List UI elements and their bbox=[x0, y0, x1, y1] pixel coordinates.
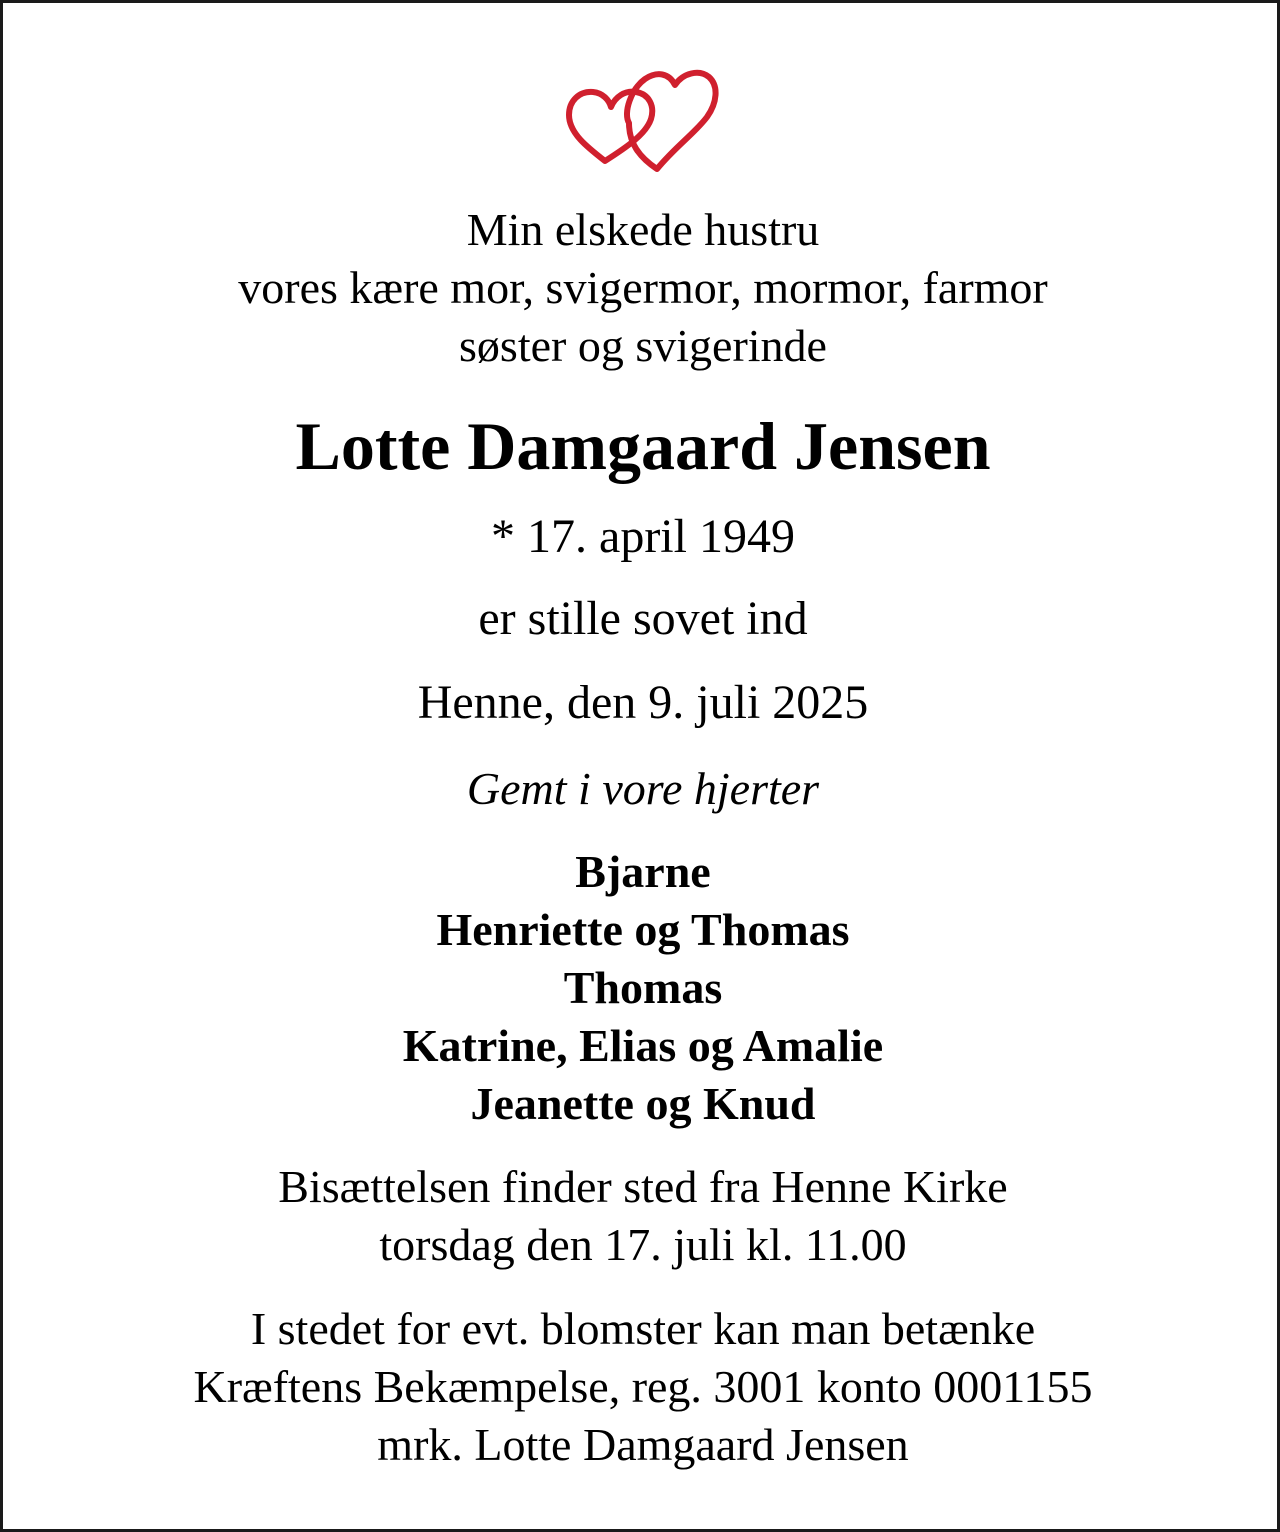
donation-info bbox=[3, 1300, 1280, 1474]
donation-line: mrk. Lotte Damgaard Jensen bbox=[377, 1419, 909, 1470]
donation-line: I stedet for evt. blomster kan man betænke bbox=[250, 1303, 1036, 1354]
birth-date: * 17. april 1949 bbox=[491, 510, 795, 563]
passed-text: er stille sovet ind bbox=[478, 592, 808, 645]
intro-line: vores kære mor, svigermor, mormor, farmor bbox=[238, 262, 1048, 313]
family-member: Jeanette og Knud bbox=[470, 1078, 816, 1129]
funeral-line: Bisættelsen finder sted fra Henne Kirke bbox=[278, 1161, 1008, 1212]
intro-text bbox=[3, 201, 1280, 375]
two-hearts-icon bbox=[565, 61, 721, 173]
funeral-line: torsdag den 17. juli kl. 11.00 bbox=[379, 1219, 907, 1270]
funeral-info bbox=[3, 1158, 1280, 1274]
family-member: Katrine, Elias og Amalie bbox=[402, 1020, 884, 1071]
right-heart-icon bbox=[627, 73, 716, 169]
family-member: Henriette og Thomas bbox=[436, 904, 850, 955]
intro-line: søster og svigerinde bbox=[459, 320, 827, 371]
deceased-name: Lotte Damgaard Jensen bbox=[295, 408, 991, 484]
family-member: Bjarne bbox=[575, 846, 711, 897]
donation-line: Kræftens Bekæmpelse, reg. 3001 konto 0001155 bbox=[193, 1361, 1093, 1412]
motto: Gemt i vore hjerter bbox=[466, 763, 820, 814]
family-names bbox=[3, 843, 1280, 1133]
family-member: Thomas bbox=[563, 962, 723, 1013]
intro-line: Min elskede hustru bbox=[466, 204, 820, 255]
place-and-date: Henne, den 9. juli 2025 bbox=[417, 676, 869, 729]
